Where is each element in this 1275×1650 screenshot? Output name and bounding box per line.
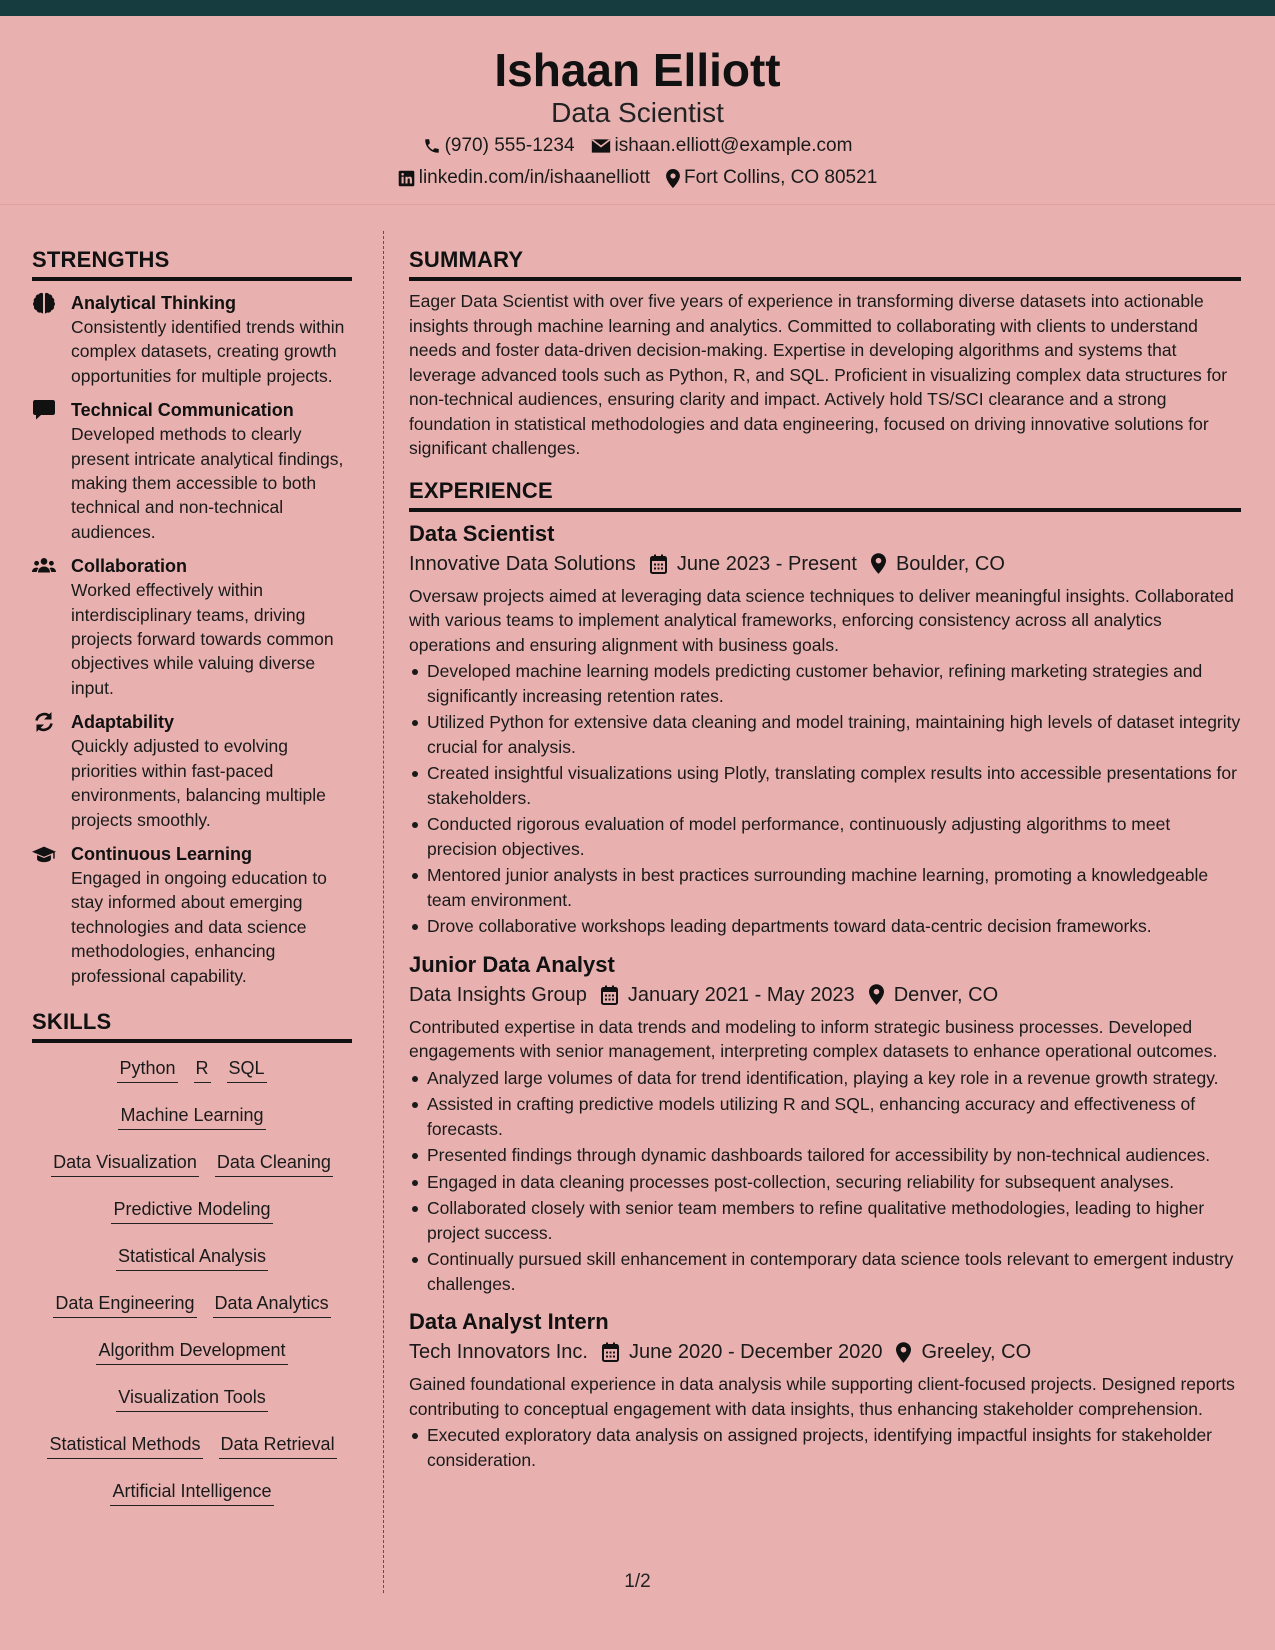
bullet-item: Utilized Python for extensive data cleaning and model training, maintaining high levels of dataset integrity crucial for analysis. [409,710,1241,759]
skill-tag: Statistical Analysis [116,1241,268,1271]
bullet-item: Engaged in data cleaning processes post-collection, securing reliability for subsequent analyses. [409,1170,1241,1195]
bullet-item: Created insightful visualizations using Plotly, translating complex results into accessible presentations for stakeholders. [409,761,1241,810]
phone-icon [423,137,441,155]
header-separator [0,204,1275,205]
bullet-item: Developed machine learning models predicting customer behavior, refining marketing strategies and significantly increasing retention rates. [409,659,1241,708]
map-pin-icon [869,984,884,1005]
bullet-item: Collaborated closely with senior team members to refine qualitative methodologies, leading to higher project success. [409,1196,1241,1245]
strength-item [32,398,352,544]
graduation-cap-icon [32,843,56,865]
email-contact[interactable] [591,134,853,158]
location-contact [666,166,877,190]
job-bullets [409,1066,1241,1297]
strength-item [32,842,352,988]
bullet-item: Analyzed large volumes of data for trend identification, playing a key role in a revenue growth strategy. [409,1066,1241,1091]
skill-tag: Python [117,1053,177,1083]
map-pin-icon [896,1342,911,1363]
map-pin-icon [666,169,680,188]
resume-header [0,16,1275,204]
job-dates [650,550,857,578]
job-dates [601,981,855,1009]
strength-title: Analytical Thinking [71,293,237,313]
job-entry [409,951,1241,1297]
map-pin-icon [871,553,886,574]
job-location [871,550,1005,578]
skill-tag: Algorithm Development [96,1335,287,1365]
job-dates [602,1338,883,1366]
job-title: Data Analyst Intern [409,1309,609,1334]
job-meta [409,1338,1241,1366]
bullet-item: Assisted in crafting predictive models utilizing R and SQL, enhancing accuracy and effectiveness of forecasts. [409,1092,1241,1141]
job-company: Innovative Data Solutions [409,552,636,575]
location-text: Fort Collins, CO 80521 [684,167,878,188]
calendar-icon [602,1342,619,1362]
strength-item [32,291,352,388]
linkedin-contact[interactable] [398,166,650,190]
strength-item [32,710,352,832]
sync-icon [32,711,56,733]
contact-line-1 [0,134,1275,158]
job-entry [409,1308,1241,1472]
experience-heading: EXPERIENCE [409,477,1241,512]
linkedin-icon [398,170,415,187]
phone-contact[interactable] [423,134,575,158]
skill-tag: Machine Learning [118,1100,265,1130]
job-description: Gained foundational experience in data analysis while supporting client-focused projects. Designed reports contributing to conceptual engagement with data insights, thus enhancing stakeholder comprehension. [409,1374,1235,1419]
job-dates-text: June 2023 - Present [676,552,857,575]
job-company: Data Insights Group [409,983,587,1006]
page-number: 1/2 [624,1571,651,1592]
strength-item [32,554,352,700]
job-title: Junior Data Analyst [409,951,615,977]
job-meta [409,550,1241,578]
job-bullets [409,1423,1241,1472]
skill-tag: SQL [227,1053,267,1083]
skill-tag: Data Analytics [213,1288,331,1318]
summary-text: Eager Data Scientist with over five years of experience in transforming diverse datasets into actionable insights through machine learning and analytics. Committed to collaborating with clients to understand needs and foster data-driven decision-making. Expertise in developing algorithms and systems that leverage advanced tools such as Python, R, and SQL. Proficient in visualizing complex data structures for non-technical audiences, ensuring clarity and impact. Actively hold TS/SCI clearance and a strong foundation in statistical methodologies and data engineering, focused on driving innovative solutions for significant challenges. [409,291,1228,458]
strength-title: Collaboration [71,556,187,577]
job-location-text: Boulder, CO [895,552,1005,575]
skills-list [32,1043,352,1523]
skill-tag: Data Visualization [51,1147,199,1177]
candidate-title: Data Scientist [551,97,724,128]
bullet-item: Mentored junior analysts in best practices surrounding machine learning, promoting a knowledgeable team environment. [409,863,1241,912]
summary-heading: SUMMARY [409,246,1241,281]
bullet-item: Presented findings through dynamic dashboards tailored for accessibility by non-technical audiences. [409,1143,1241,1168]
linkedin-text: linkedin.com/in/ishaanelliott [418,167,651,188]
top-bar [0,0,1275,16]
skill-tag: R [194,1053,211,1083]
skill-tag: Artificial Intelligence [110,1476,273,1506]
job-meta [409,981,1241,1009]
job-entry [409,520,1241,939]
calendar-icon [601,985,618,1005]
phone-text: (970) 555-1234 [444,135,575,156]
strength-desc: Worked effectively within interdisciplinary teams, driving projects forward towards common objectives while valuing diverse input. [71,580,334,698]
right-column [409,246,1241,1474]
skill-tag: Statistical Methods [47,1429,202,1459]
skill-tag: Data Cleaning [215,1147,333,1177]
skills-heading: SKILLS [32,1008,352,1043]
email-text: ishaan.elliott@example.com [614,135,853,156]
job-title: Data Scientist [409,520,555,546]
strength-desc: Quickly adjusted to evolving priorities within fast-paced environments, balancing multiple projects smoothly. [71,736,326,830]
job-description: Oversaw projects aimed at leveraging data science techniques to deliver meaningful insights. Collaborated with various teams to implement analytical frameworks, enforcing consistency across all analytics operations and ensuring alignment with business goals. [409,585,1234,655]
bullet-item: Executed exploratory data analysis on assigned projects, identifying impactful insights for stakeholder consideration. [409,1423,1241,1472]
job-description: Contributed expertise in data trends and modeling to inform strategic business processes. Developed engagements with senior management, interpreting complex datasets to enhance operational outcomes. [409,1016,1218,1061]
job-location [896,1338,1031,1366]
strength-title: Technical Communication [71,400,294,421]
left-column [32,246,352,1523]
job-location-text: Greeley, CO [921,1341,1032,1363]
strength-title: Continuous Learning [71,843,252,864]
bullet-item: Drove collaborative workshops leading departments toward data-centric decision frameworks. [409,914,1241,939]
strengths-heading: STRENGTHS [32,246,352,281]
users-icon [32,555,56,577]
job-dates-text: June 2020 - December 2020 [628,1341,883,1363]
strength-title: Adaptability [71,712,175,733]
contact-line-2 [0,166,1275,190]
strength-desc: Consistently identified trends within complex datasets, creating growth opportunities for multiple projects. [71,317,345,386]
bullet-item: Conducted rigorous evaluation of model performance, continuously adjusting algorithms to meet precision objectives. [409,812,1241,861]
job-bullets [409,659,1241,939]
job-location [869,981,998,1009]
brain-icon [32,292,56,314]
candidate-name: Ishaan Elliott [494,44,781,96]
calendar-icon [650,554,667,574]
speech-bubble-icon [32,399,56,421]
skill-tag: Data Retrieval [219,1429,337,1459]
column-divider [383,231,384,1593]
envelope-icon [591,138,611,154]
skill-tag: Data Engineering [53,1288,196,1318]
strength-desc: Developed methods to clearly present intricate analytical findings, making them accessible to both technical and non-technical audiences. [71,424,344,542]
job-location-text: Denver, CO [893,983,999,1006]
strength-desc: Engaged in ongoing education to stay informed about emerging technologies and data science methodologies, enhancing professional capability. [71,867,327,986]
job-dates-text: January 2021 - May 2023 [627,983,855,1006]
bullet-item: Continually pursued skill enhancement in contemporary data science tools relevant to emergent industry challenges. [409,1247,1241,1296]
skill-tag: Visualization Tools [116,1382,267,1412]
skill-tag: Predictive Modeling [111,1194,272,1224]
job-company: Tech Innovators Inc. [409,1341,588,1363]
